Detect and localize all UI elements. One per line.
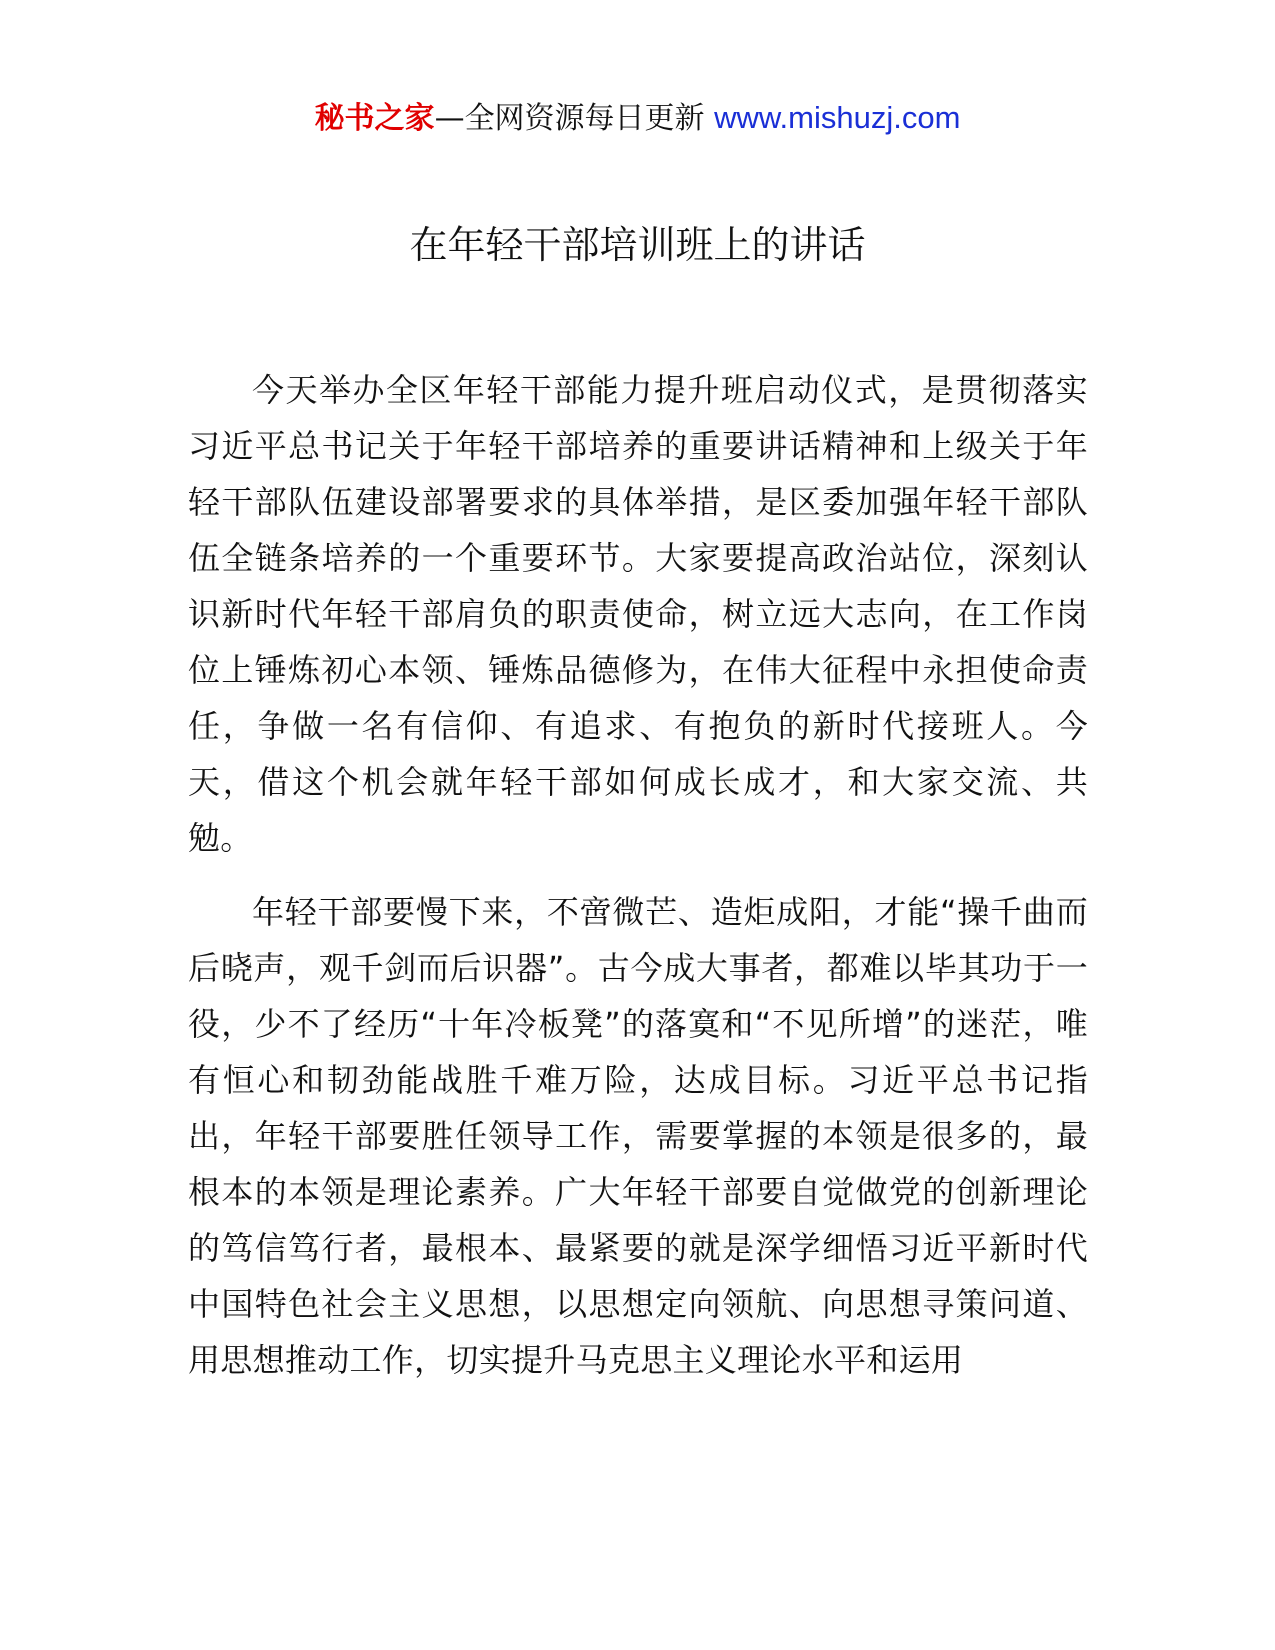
site-url-link[interactable]: www.mishuzj.com bbox=[714, 100, 961, 135]
paragraph-2: 年轻干部要慢下来，不啻微芒、造炬成阳，才能“操千曲而后晓声，观千剑而后识器”。古今成大事者，都难以毕其功于一役，少不了经历“十年冷板凳”的落寞和“不见所增”的迷茫，唯有恒心和韧劲能战胜千难万险，达成目标。习近平总书记指出，年轻干部要胜任领导工作，需要掌握的本领是很多的，最根本的本领是理论素养。广大年轻干部要自觉做党的创新理论的笃信笃行者，最根本、最紧要的就是深学细悟习近平新时代中国特色社会主义思想，以思想定向领航、向思想寻策问道、用思想推动工作，切实提升马克思主义理论水平和运用 bbox=[188, 893, 1088, 1379]
brand-name: 秘书之家 bbox=[314, 101, 435, 136]
site-header bbox=[0, 98, 1275, 139]
document-body bbox=[188, 362, 1088, 1406]
header-tagline: —全网资源每日更新 bbox=[434, 101, 715, 136]
document-title: 在年轻干部培训班上的讲话 bbox=[409, 223, 866, 267]
paragraph-1: 今天举办全区年轻干部能力提升班启动仪式，是贯彻落实习近平总书记关于年轻干部培养的重要讲话精神和上级关于年轻干部队伍建设部署要求的具体举措，是区委加强年轻干部队伍全链条培养的一个重要环节。大家要提高政治站位，深刻认识新时代年轻干部肩负的职责使命，树立远大志向，在工作岗位上锤炼初心本领、锤炼品德修为，在伟大征程中永担使命责任，争做一名有信仰、有追求、有抱负的新时代接班人。今天，借这个机会就年轻干部如何成长成才，和大家交流、共勉。 bbox=[188, 371, 1088, 857]
